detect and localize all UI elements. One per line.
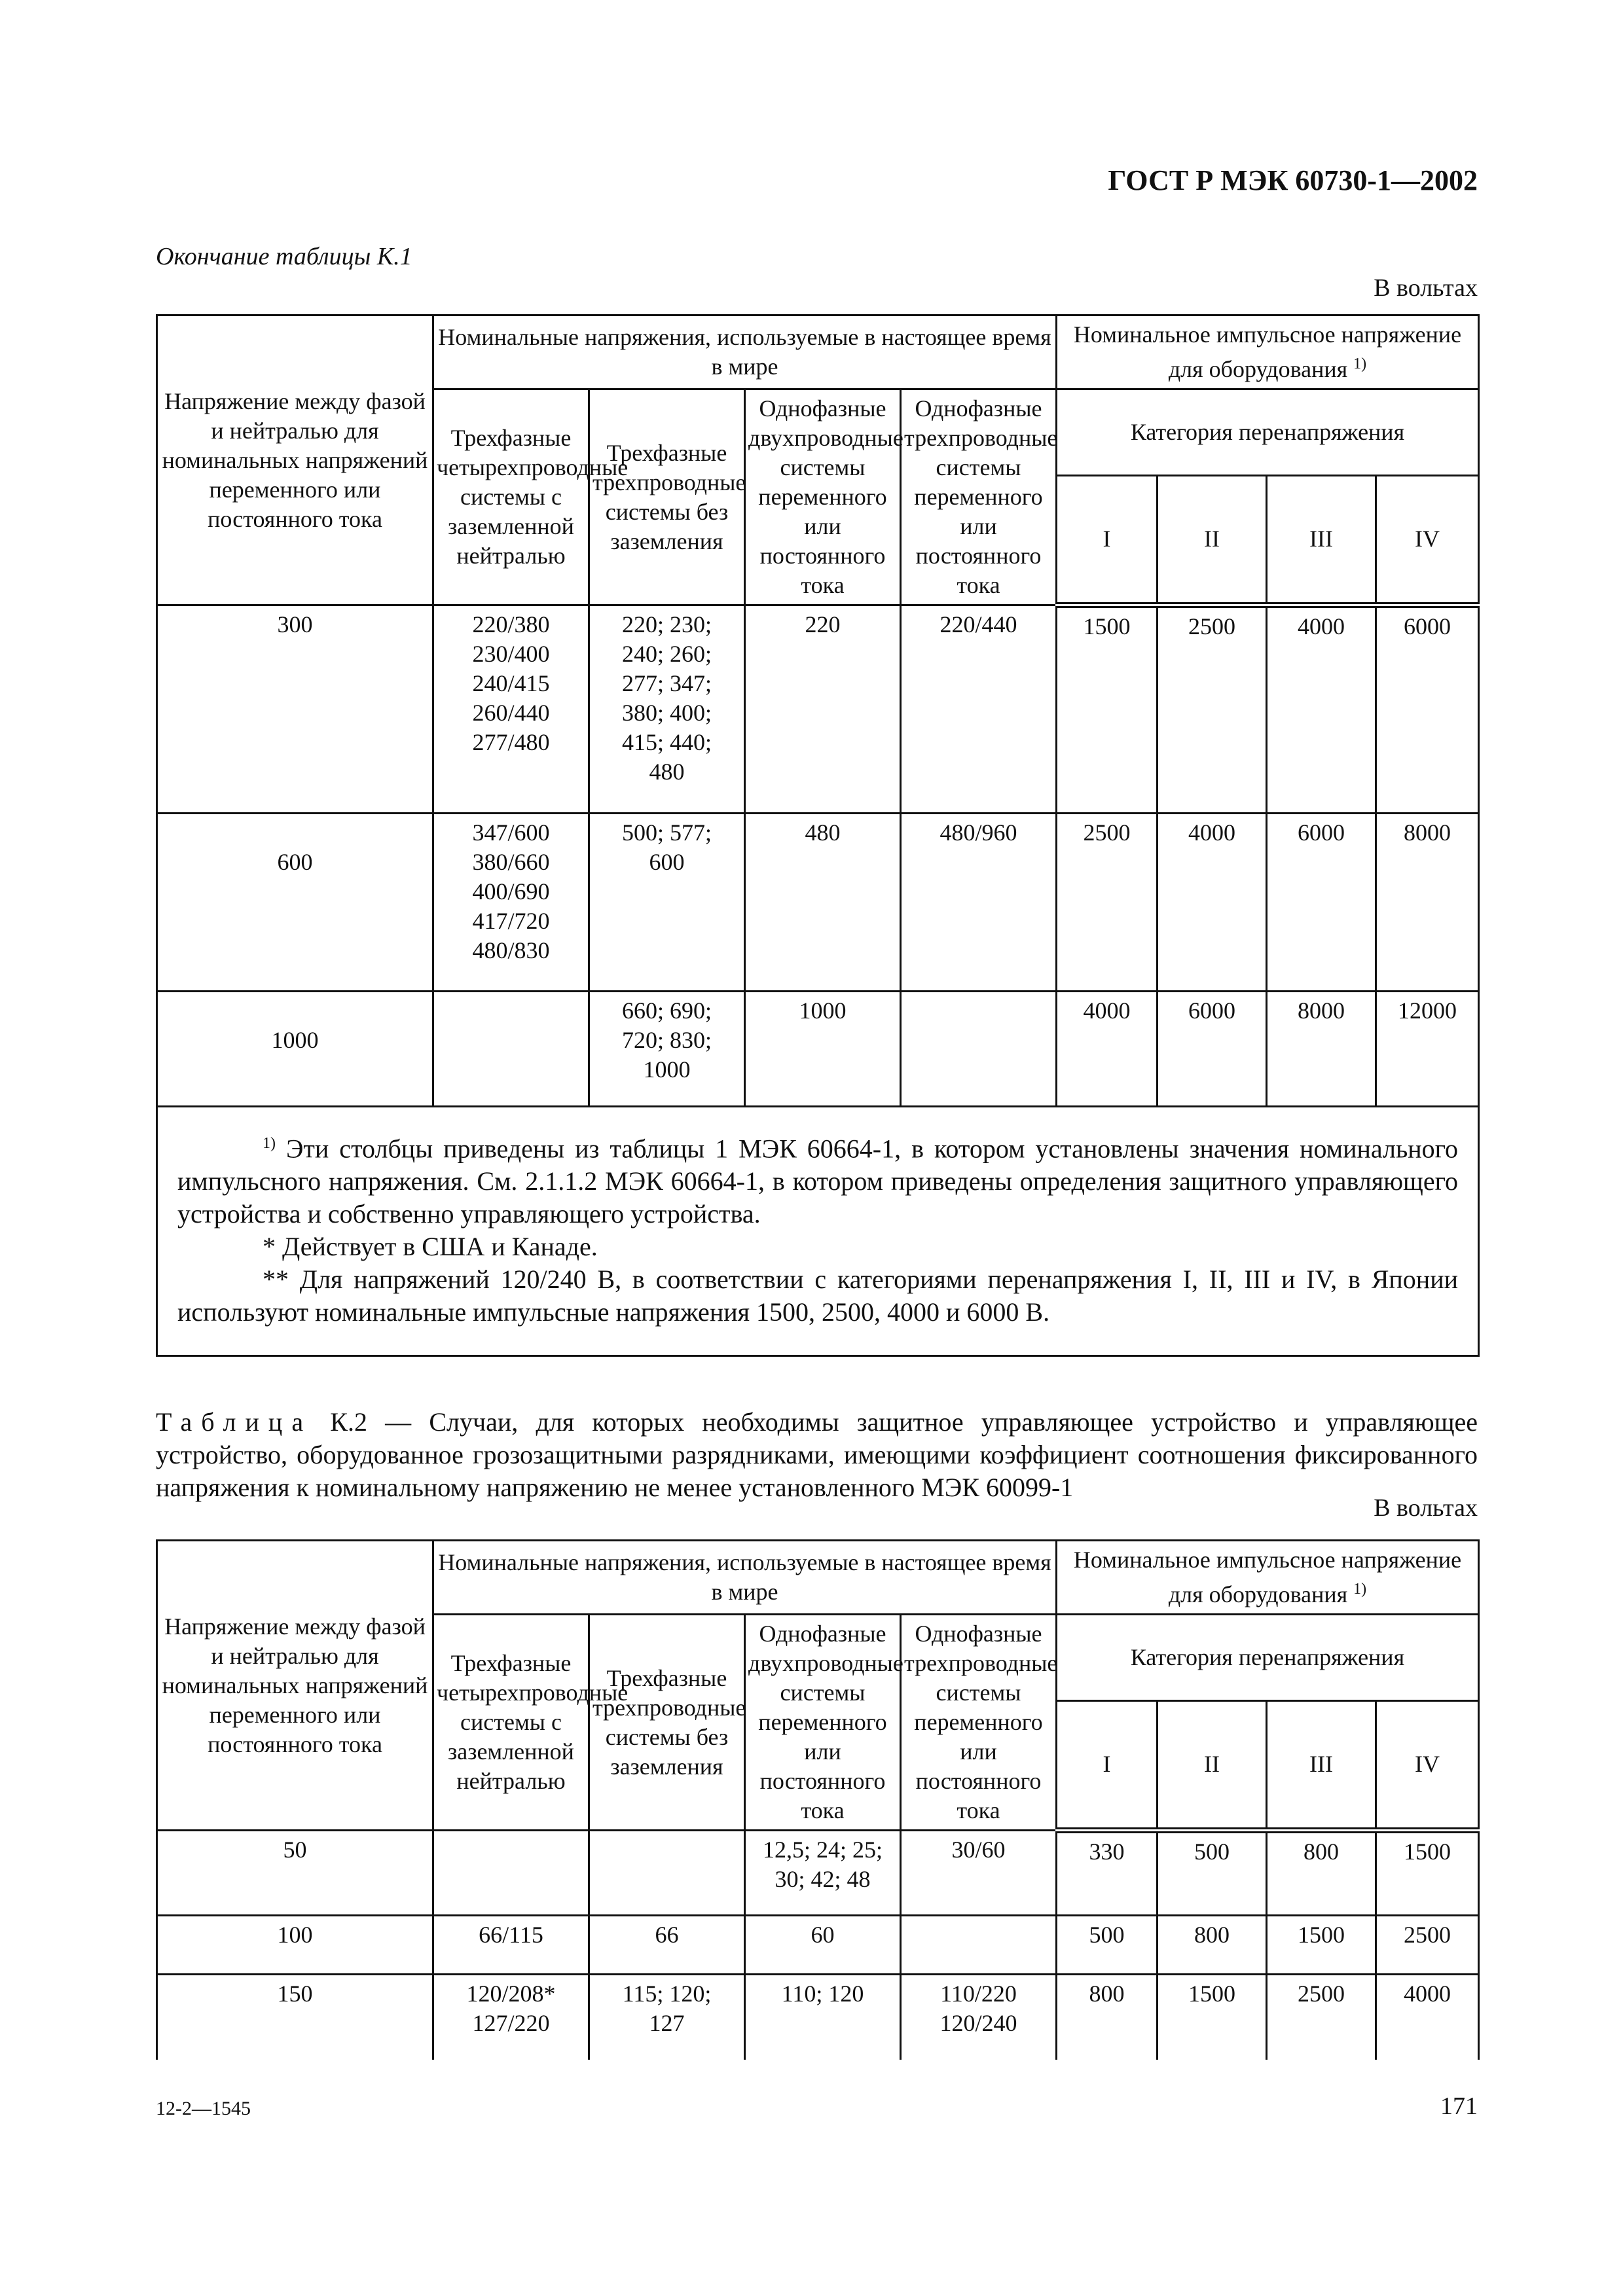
cell-c2: 660; 690; 720; 830; 1000: [589, 992, 745, 1107]
cell-i1: 4000: [1057, 992, 1158, 1107]
cell-c4: 30/60: [901, 1831, 1057, 1916]
cell-c2: 115; 120; 127: [589, 1975, 745, 2060]
table2-title: Таблица К.2 — Случаи, для которых необходимы защитное управляющее устройство и управляющее устройство, оборудованное грозозащитными разрядниками, имеющими коэффициент соотношения фиксированного напряжения к номинальному напряжению не менее установленного МЭК 60099-1: [156, 1407, 1478, 1502]
header-category-iii: III: [1267, 1700, 1376, 1830]
header-three-phase-three-wire: Трехфазные трехпроводные системы без заземления: [589, 389, 745, 605]
cell-voltage: 300: [157, 605, 433, 814]
header-category-ii: II: [1158, 1700, 1267, 1830]
cell-c3: 480: [745, 814, 901, 992]
header-single-phase-three-wire: Однофазные трехпроводные системы переменного или постоянного тока: [901, 389, 1057, 605]
header-single-phase-two-wire: Однофазные двухпроводные системы переменного или постоянного тока: [745, 1615, 901, 1831]
cell-i2: 6000: [1158, 992, 1267, 1107]
cell-c1: 66/115: [433, 1916, 589, 1975]
cell-c3: 220: [745, 605, 901, 814]
cell-c4: 480/960: [901, 814, 1057, 992]
print-code: 12-2—1545: [156, 2098, 251, 2119]
cell-i4: 12000: [1376, 992, 1479, 1107]
table-row: [157, 992, 1479, 1107]
cell-c3: 12,5; 24; 25; 30; 42; 48: [745, 1831, 901, 1916]
cell-c2: 500; 577; 600: [589, 814, 745, 992]
header-nominal-voltages: Номинальные напряжения, используемые в настоящее время в мире: [433, 315, 1057, 389]
cell-i4: 1500: [1376, 1831, 1479, 1916]
cell-c1: 347/600 380/660 400/690 417/720 480/830: [433, 814, 589, 992]
header-three-phase-four-wire: Трехфазные четырехпроводные системы с заземленной нейтралью: [433, 1615, 589, 1831]
table-row: [157, 605, 1479, 814]
cell-i4: 2500: [1376, 1916, 1479, 1975]
table-row: [157, 1916, 1479, 1975]
document-code: ГОСТ Р МЭК 60730-1—2002: [1108, 164, 1478, 196]
cell-c4: [901, 1916, 1057, 1975]
page-number: 171: [1440, 2092, 1478, 2120]
cell-i2: 4000: [1158, 814, 1267, 992]
table-2: [156, 1539, 1480, 2060]
table-row: [157, 1831, 1479, 1916]
cell-c4: 220/440: [901, 605, 1057, 814]
header-category-iv: IV: [1376, 475, 1479, 605]
cell-i3: 6000: [1267, 814, 1376, 992]
cell-i1: 2500: [1057, 814, 1158, 992]
cell-c1: 220/380 230/400 240/415 260/440 277/480: [433, 605, 589, 814]
cell-voltage: 1000: [157, 992, 433, 1107]
table-row: [157, 1975, 1479, 2060]
cell-i1: 1500: [1057, 605, 1158, 814]
table1-units: В вольтах: [1374, 274, 1478, 302]
notes-cell: [157, 1107, 1479, 1356]
cell-i3: 1500: [1267, 1916, 1376, 1975]
cell-c3: 110; 120: [745, 1975, 901, 2060]
header-overvoltage-category: Категория перенапряжения: [1057, 389, 1479, 476]
cell-i1: 330: [1057, 1831, 1158, 1916]
table-row: [157, 814, 1479, 992]
cell-voltage: 100: [157, 1916, 433, 1975]
cell-i1: 500: [1057, 1916, 1158, 1975]
cell-i2: 500: [1158, 1831, 1267, 1916]
cell-i4: 4000: [1376, 1975, 1479, 2060]
cell-i3: 4000: [1267, 605, 1376, 814]
header-category-i: I: [1057, 475, 1158, 605]
header-nominal-voltages: Номинальные напряжения, используемые в настоящее время в мире: [433, 1541, 1057, 1615]
note-1: $^{1)}$ Эти столбцы приведены из таблицы 1 МЭК 60664-1, в котором установлены значения номинального импульсного напряжения. См. 2.1.1.2 МЭК 60664-1, в котором приведены определения защитного управляющего устройства и собственно управляющего устройства.: [177, 1134, 1459, 1229]
cell-c4: [901, 992, 1057, 1107]
cell-c1: 120/208* 127/220: [433, 1975, 589, 2060]
cell-i4: 6000: [1376, 605, 1479, 814]
cell-voltage: 150: [157, 1975, 433, 2060]
cell-voltage: 600: [157, 814, 433, 992]
table2-units: В вольтах: [1374, 1494, 1478, 1522]
header-single-phase-three-wire: Однофазные трехпроводные системы переменного или постоянного тока: [901, 1615, 1057, 1831]
table-notes: [157, 1107, 1479, 1356]
table1-caption: Окончание таблицы К.1: [156, 243, 412, 270]
cell-c2: 220; 230; 240; 260; 277; 347; 380; 400; 415; 440; 480: [589, 605, 745, 814]
cell-i3: 8000: [1267, 992, 1376, 1107]
header-category-iv: IV: [1376, 1700, 1479, 1830]
cell-i2: 800: [1158, 1916, 1267, 1975]
cell-c3: 1000: [745, 992, 901, 1107]
header-single-phase-two-wire: Однофазные двухпроводные системы переменного или постоянного тока: [745, 389, 901, 605]
note-2: * Действует в США и Канаде.: [263, 1232, 598, 1262]
header-phase-voltage: Напряжение между фазой и нейтралью для номинальных напряжений переменного или постоянного тока: [157, 1541, 433, 1831]
cell-i3: 800: [1267, 1831, 1376, 1916]
header-category-ii: II: [1158, 475, 1267, 605]
cell-i4: 8000: [1376, 814, 1479, 992]
cell-i2: 2500: [1158, 605, 1267, 814]
cell-c4: 110/220 120/240: [901, 1975, 1057, 2060]
cell-i2: 1500: [1158, 1975, 1267, 2060]
cell-c3: 60: [745, 1916, 901, 1975]
cell-i3: 2500: [1267, 1975, 1376, 2060]
header-category-iii: III: [1267, 475, 1376, 605]
header-impulse-voltage: Номинальное импульсное напряжение для оборудования $^{1)}$: [1057, 315, 1479, 389]
table-1: [156, 314, 1480, 1357]
header-three-phase-four-wire: Трехфазные четырехпроводные системы с заземленной нейтралью: [433, 389, 589, 605]
note-3: ** Для напряжений 120/240 В, в соответствии с категориями перенапряжения I, II, III и IV, в Японии используют номинальные импульсные напряжения 1500, 2500, 4000 и 6000 В.: [177, 1265, 1459, 1327]
header-category-i: I: [1057, 1700, 1158, 1830]
header-impulse-voltage: Номинальное импульсное напряжение для оборудования $^{1)}$: [1057, 1541, 1479, 1615]
cell-c1: [433, 992, 589, 1107]
cell-c2: [589, 1831, 745, 1916]
cell-voltage: 50: [157, 1831, 433, 1916]
header-phase-voltage: Напряжение между фазой и нейтралью для номинальных напряжений переменного или постоянного тока: [157, 315, 433, 605]
cell-i1: 800: [1057, 1975, 1158, 2060]
cell-c2: 66: [589, 1916, 745, 1975]
cell-c1: [433, 1831, 589, 1916]
header-three-phase-three-wire: Трехфазные трехпроводные системы без заземления: [589, 1615, 745, 1831]
header-overvoltage-category: Категория перенапряжения: [1057, 1615, 1479, 1701]
